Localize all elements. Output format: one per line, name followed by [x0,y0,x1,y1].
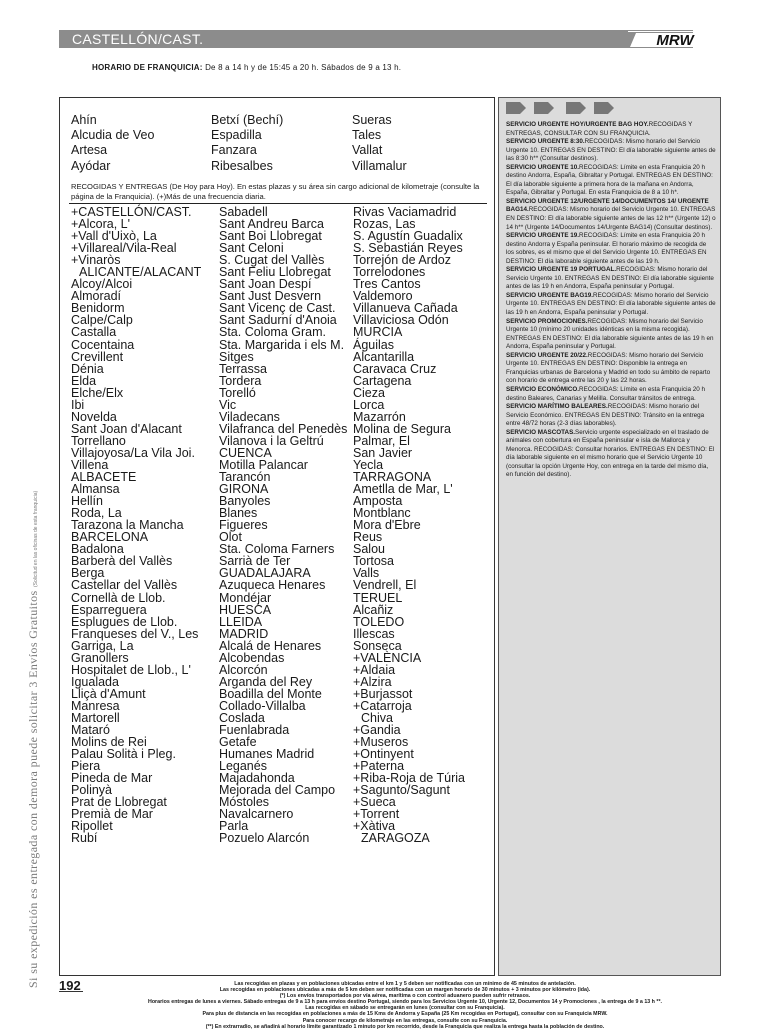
place: Vallat [352,143,383,158]
destination-item: Tordera [219,373,262,388]
destination-item: Sta. Coloma Gram. [219,325,326,340]
destination-item: Lliçà d'Amunt [71,686,146,701]
destination-item: Amposta [353,494,403,509]
destination-item: Majadahonda [219,771,295,786]
destination-item: Terrassa [219,361,267,376]
destination-item: Mazarrón [353,409,406,424]
service-title: SERVICIO ECONÓMICO. [506,385,580,393]
service-title: SERVICIO URGENTE 19. [506,232,580,240]
place: Ayódar [71,158,111,173]
destination-item: +Aldaia [353,662,396,677]
pickup-note: RECOGIDAS Y ENTREGAS (De Hoy para Hoy). En estas plazas y su área sin cargo adicional de kilometraje (consulte la página de la Franquicia). (+)Más de una frecuencia diaria. [71,182,480,201]
destination-item: Viladecans [219,409,280,424]
franchise-hours [92,63,401,72]
destination-item: Olot [219,530,242,545]
service-text: RECOGIDAS: Mismo horario del Servicio Urgente 10. ENTREGAS EN DESTINO: El día laborable siguiente antes de las 19 h en Andorra, España peninsular y Portugal. [506,266,714,291]
destination-item: Humanes Madrid [219,747,315,762]
destination-item: +Sagunto/Sagunt [353,783,450,798]
service-title: SERVICIO URGENTE 12/URGENTE 14/DOCUMENTOS 14/ URGENTE BAG14. [506,197,709,214]
service-title: SERVICIO MARÍTIMO BALEARES. [506,403,608,411]
destination-item: GUADALAJARA [219,566,311,581]
destination-item: Sarrià de Ter [219,554,291,569]
destination-item: Sant Sadurní d'Anoia [219,313,337,328]
destination-item: LLEIDA [219,614,263,629]
destination-item: +Paterna [353,759,405,774]
hours-label: HORARIO DE FRANQUICIA: [92,63,203,72]
footer-line: (*) Los envíos transportados por vía aérea, marítima o con control aduanero pueden sufrir retrasos. [279,993,531,1000]
destination-item: Tarancón [219,470,271,485]
destination-item: Vilanova i la Geltrú [219,433,324,448]
destination-item: +Vinaròs [71,253,121,268]
services-list [506,121,716,480]
destination-item: Pineda de Mar [71,771,153,786]
destination-item: Badalona [71,542,124,557]
destination-item: Esparreguera [71,602,147,617]
destination-item: Castellar del Vallès [71,578,178,593]
destination-item: Salou [353,542,385,557]
destination-item: Motilla Palancar [219,457,308,472]
destination-item: Palmar, El [353,433,410,448]
destination-item: +Villareal/Vila-Real [71,241,177,256]
destination-item: Rivas Vaciamadrid [353,205,457,219]
place: Tales [352,128,382,143]
destination-item: Sant Joan d'Alacant [71,421,182,436]
service-text: RECOGIDAS: Mismo horario del Servicio Urgente 10. ENTREGAS EN DESTINO: El día laborable siguiente antes de las 12 h** (Urgente 12) o 14 h** (Urgente 14/Documentos 14/Urgente BAG14) (Consultar destinos). [506,206,716,231]
service-title: SERVICIO PROMOCIONES. [506,317,588,325]
place: Ahín [71,113,97,127]
destination-item: Navalcarnero [219,807,294,822]
destination-item: Villanueva Cañada [353,301,458,316]
destination-item: Vendrell, El [353,578,417,593]
page-title: CASTELLÓN/CAST. [72,31,204,47]
place: Fanzara [211,143,257,158]
destination-item: Martorell [71,710,120,725]
destination-item: Mondéjar [219,590,272,605]
destination-item: Molins de Rei [71,735,147,750]
service-title: SERVICIO URGENTE 19 PORTUGAL. [506,266,617,274]
destination-item: +Alcora, L' [71,217,131,232]
destination-item: Igualada [71,674,119,689]
destination-item: ZARAGOZA [361,831,430,846]
destination-item: Piera [71,759,101,774]
destination-item: Móstoles [219,795,270,810]
destinations-col2 [219,206,347,844]
destination-item: Almansa [71,482,120,497]
destination-item: Villena [71,457,109,472]
destination-item: Torrelodones [353,265,426,280]
destination-item: Manresa [71,698,120,713]
destination-item: Sta. Coloma Farners [219,542,335,557]
destination-item: HUESCA [219,602,272,617]
destination-item: Villajoyosa/La Vila Joi. [71,445,195,460]
destination-item: Almoradí [71,289,122,304]
destination-item: Tortosa [353,554,394,569]
service-text: RECOGIDAS: Mismo horario del Servicio Urgente 10. ENTREGAS EN DESTINO: El día laborable siguiente antes de las 19 h en Andorra, España peninsular y Portugal. [506,291,716,317]
destination-item: Tres Cantos [353,277,421,292]
footer-notes [80,981,730,1030]
page-number: 192 [59,978,81,993]
service-title: SERVICIO URGENTE HOY/URGENTE BAG HOY. [506,121,649,128]
destination-item: Hellín [71,494,103,509]
destination-item: S. Sebastián Reyes [353,241,463,256]
destination-item: S. Cugat del Vallès [219,253,325,268]
destination-item: Sant Boi Llobregat [219,229,322,244]
destination-item: Alcañiz [353,602,394,617]
service-entry [506,318,716,352]
place: Espadilla [211,128,262,143]
destination-item: Sant Feliu Llobregat [219,265,331,280]
destination-item: Yecla [353,457,384,472]
service-entry [506,429,716,480]
footer-line: Para conocer recargo de kilometraje en las entregas, consulte con su Franquicia. [302,1017,508,1024]
service-entry [506,121,716,138]
destination-item: TERUEL [353,590,403,605]
destination-item: Getafe [219,735,257,750]
place: Alcudia de Veo [71,128,155,143]
destination-item: +Ontinyent [353,747,414,762]
destination-item: Fuenlabrada [219,723,290,738]
destination-item: Rubí [71,831,98,846]
destination-item: Valls [353,566,380,581]
destination-item: Pozuelo Alarcón [219,831,310,846]
destination-item: Cieza [353,385,385,400]
destination-item: Cornellà de Llob. [71,590,166,605]
place: Villamalur [352,158,407,173]
destination-item: Sant Just Desvern [219,289,322,304]
service-text: RECOGIDAS Y ENTREGAS, CONSULTAR CON SU FRANQUICIA. [506,121,693,137]
destination-item: Reus [353,530,383,545]
destination-item: Mejorada del Campo [219,783,336,798]
destination-item: +CASTELLÓN/CAST. [71,205,192,219]
destination-item: Arganda del Rey [219,674,313,689]
destination-item: Caravaca Cruz [353,361,437,376]
destination-item: Crevillent [71,349,124,364]
destination-item: +Burjassot [353,686,413,701]
hours-text: De 8 a 14 h y de 15:45 a 20 h. Sábados de 9 a 13 h. [205,63,402,72]
side-note [26,491,41,988]
destination-item: Novelda [71,409,117,424]
service-entry [506,292,716,318]
destination-item: Benidorm [71,301,125,316]
destinations-col1 [71,206,201,844]
destination-item: Lorca [353,397,385,412]
place: Sueras [352,113,392,127]
destination-item: Elda [71,373,97,388]
destination-item: Figueres [219,518,268,533]
destination-item: Blanes [219,506,258,521]
destination-item: Calpe/Calp [71,313,133,328]
destination-item: GIRONA [219,482,269,497]
destination-item: TOLEDO [353,614,405,629]
service-text: Servicio urgente especializado en el traslado de animales con cobertura en España peninsular e isla de Mallorca y Menorca. RECOGIDAS: Consultar horarios. ENTREGAS EN DESTINO: El día laborable siguiente en el mismo horario que el Servicio Urgente 10 (consultar la opción Urgente Hoy, con entrega en la tarde del mismo día, en función del destino). [506,428,715,479]
service-entry [506,403,716,429]
destination-item: San Javier [353,445,413,460]
destination-item: Dénia [71,361,104,376]
destination-item: Illescas [353,626,395,641]
top-list-col1 [71,113,154,174]
service-entry [506,198,716,232]
service-text: RECOGIDAS: Mismo horario del Servicio Económico. ENTREGAS EN DESTINO: Tránsito en la entrega entre 48/72 horas (2-3 días laborables). [506,403,705,428]
destination-item: Ametlla de Mar, L' [353,482,453,497]
destination-item: Montblanc [353,506,411,521]
service-title: SERVICIO URGENTE BAG19. [506,291,594,299]
destination-item: Águilas [353,337,394,352]
destination-item: Prat de Llobregat [71,795,167,810]
service-text: RECOGIDAS: Mismo horario del Servicio Urgente 10. ENTREGAS EN DESTINO: El día laborable siguiente antes de las 8:30 h** (Consultar destinos). [506,138,716,163]
destination-item: Alcobendas [219,650,285,665]
destination-item: Collado-Villalba [219,698,306,713]
destination-item: Parla [219,819,249,834]
destination-item: Vilafranca del Penedès [219,421,348,436]
destination-item: Alcantarilla [353,349,415,364]
destination-item: Villaviciosa Odón [353,313,449,328]
destination-item: Roda, La [71,506,122,521]
service-entry [506,164,716,198]
destination-item: +Xàtiva [353,819,396,834]
destination-item: +Museros [353,735,409,750]
logo-text: MRW [656,32,694,49]
destination-item: Hospitalet de Llob., L' [71,662,191,677]
footer-line: (**) En extrarradio, se añadirá al horario límite garantizado 1 minuto por km recorrido, desde la Franquicia que realiza la entrega hasta la población de destino. [205,1023,605,1030]
destination-item: Cartagena [353,373,412,388]
destination-item: Sitges [219,349,254,364]
destination-item: +Gandia [353,723,401,738]
destination-item: Torelló [219,385,256,400]
destination-item: Vic [219,397,237,412]
destination-item: Sant Vicenç de Cast. [219,301,336,316]
service-text: RECOGIDAS: Límite en esta Franquicia 20 h destino Andorra y España peninsular. El horario máximo de recogida de los sobres, es el mismo que el del Servicio Urgente 10. ENTREGAS EN DESTINO: El día laborable siguiente antes de las 19 h. [506,232,707,265]
destination-item: +Alzira [353,674,392,689]
destination-item: Sant Andreu Barca [219,217,324,232]
destination-item: Sonseca [353,638,402,653]
destination-item: +VALÈNCIA [353,650,422,665]
service-title: SERVICIO URGENTE 10. [506,163,580,171]
top-list-col3 [352,113,407,174]
destination-item: +Catarroja [353,698,412,713]
destination-item: Premià de Mar [71,807,153,822]
destination-item: Chiva [361,710,393,725]
destination-item: Cocentaina [71,337,135,352]
destination-item: Torrellano [71,433,126,448]
top-list-col2 [211,113,283,174]
service-title: SERVICIO MASCOTAS. [506,428,576,436]
destination-item: Rozas, Las [353,217,416,232]
place: Ribesalbes [211,158,273,173]
destinations-col3 [353,206,465,844]
destination-item: Azuqueca Henares [219,578,326,593]
destination-item: Esplugues de Llob. [71,614,178,629]
service-entry [506,386,716,403]
destination-item: Molina de Segura [353,421,451,436]
arrow-icons [506,100,616,116]
destination-item: Alcalá de Henares [219,638,322,653]
service-text: RECOGIDAS: Límite en esta Franquicia 20 h destino Baleares, Canarias y Melilla. Consultar tránsitos de entrega. [506,385,706,402]
destination-item: Palau Solità i Pleg. [71,747,176,762]
divider [69,203,487,204]
destination-item: Coslada [219,710,265,725]
footer-line: Las recogidas en sábado se entregarán en lunes (consultar con su Franquicia). [305,1005,505,1012]
service-entry [506,138,716,164]
destination-item: Barberà del Vallès [71,554,173,569]
destination-item: BARCELONA [71,530,149,545]
destination-item: MURCIA [353,325,403,340]
destination-item: Tarazona la Mancha [71,518,184,533]
footer-line: Las recogidas en plazas y en poblaciones ubicadas entre el km 1 y 5 deben ser notificadas con un mínimo de 45 minutos de antelación. [234,981,576,987]
destination-item: Alcorcón [219,662,268,677]
service-text: RECOGIDAS: Límite en esta Franquicia 20 h destino Andorra, España, Gibraltar y Portugal. ENTREGAS EN DESTINO: El día laborable siguiente a primera hora de la mañana en Andorra, España, Gibraltar y Portugal. En esta Franquicia de 8 a 10 h*. [506,163,713,197]
destination-item: Torrejón de Ardoz [353,253,451,268]
destination-item: Boadilla del Monte [219,686,322,701]
destination-item: Castalla [71,325,117,340]
destination-item: Polinyà [71,783,112,798]
service-entry [506,352,716,386]
place: Betxí (Bechí) [211,113,284,127]
destination-item: Sabadell [219,205,268,219]
place: Artesa [71,143,108,158]
destination-item: +Vall d'Uixò, La [71,229,157,244]
destination-item: Sant Celoni [219,241,284,256]
destination-item: Leganés [219,759,267,774]
destination-item: ALICANTE/ALACANT [79,265,202,280]
destination-item: Sant Joan Despí [219,277,312,292]
service-title: SERVICIO URGENTE 8:30. [506,138,585,146]
destination-item: Ibi [71,397,85,412]
destination-item: MADRID [219,626,269,641]
footer-line: Horarios entregas de lunes a viernes. Sábado entregas de 9 a 13 h para envíos destino Portugal, siendo para los Servicios Urgente 10, Urgente 12, Documentos 14 y Promociones , la entrega de 9 a 13 h **. [148,999,662,1006]
destination-item: Valdemoro [353,289,413,304]
destination-item: Granollers [71,650,129,665]
footer-line: Las recogidas en poblaciones ubicadas a más de 5 km deben ser notificadas con un margen horario de 30 minutos + 3 minutos por kilómetro (ida). [219,987,591,994]
service-entry [506,232,716,266]
service-text: RECOGIDAS: Mismo horario del Servicio Urgente 10 (mínimo 20 unidades idénticas en la misma recogida). ENTREGAS EN DESTINO: El día laborable siguiente antes de las 19 h en Andorra, España peninsular y Portugal. [506,317,714,351]
destination-item: Mataró [71,723,110,738]
destination-item: ALBACETE [71,470,137,485]
destination-item: +Torrent [353,807,400,822]
service-text: RECOGIDAS: Mismo horario del Servicio Urgente 10. ENTREGAS EN DESTINO: Disponible la entrega en Franquicias urbanas de Barcelona y Madrid en todo su ámbito de reparto con horario de entrega entre las 20 y las 22 horas. [506,351,711,385]
destination-item: Berga [71,566,105,581]
side-note-small: (Solicitud en las oficinas de esta franquicia) [33,490,39,588]
destination-item: Banyoles [219,494,271,509]
mrw-logo [628,31,720,49]
destination-item: Garriga, La [71,638,134,653]
destination-item: Sta. Margarida i els M. [219,337,345,352]
destination-item: S. Agustín Guadalix [353,229,463,244]
destination-item: +Riba-Roja de Túria [353,771,465,786]
service-title: SERVICIO URGENTE 20/22. [506,351,588,359]
destination-item: Elche/Elx [71,385,124,400]
destination-item: +Sueca [353,795,396,810]
destination-item: Mora d'Ebre [353,518,421,533]
destination-item: TARRAGONA [353,470,432,485]
destination-item: Ripollet [71,819,113,834]
service-entry [506,266,716,292]
destination-item: Alcoy/Alcoi [71,277,133,292]
destination-item: CUENCA [219,445,272,460]
destination-item: Franqueses del V., Les [71,626,199,641]
side-note-main: Si su expedición es entregada con demora puede solicitar 3 Envíos Gratuitos [26,590,40,988]
footer-line: Para plus de distancia en las recogidas en poblaciones a más de 15 Kms de Andorra y España (25 Km recogidas en Portugal), consultar con su Franquicia MRW. [202,1011,608,1018]
